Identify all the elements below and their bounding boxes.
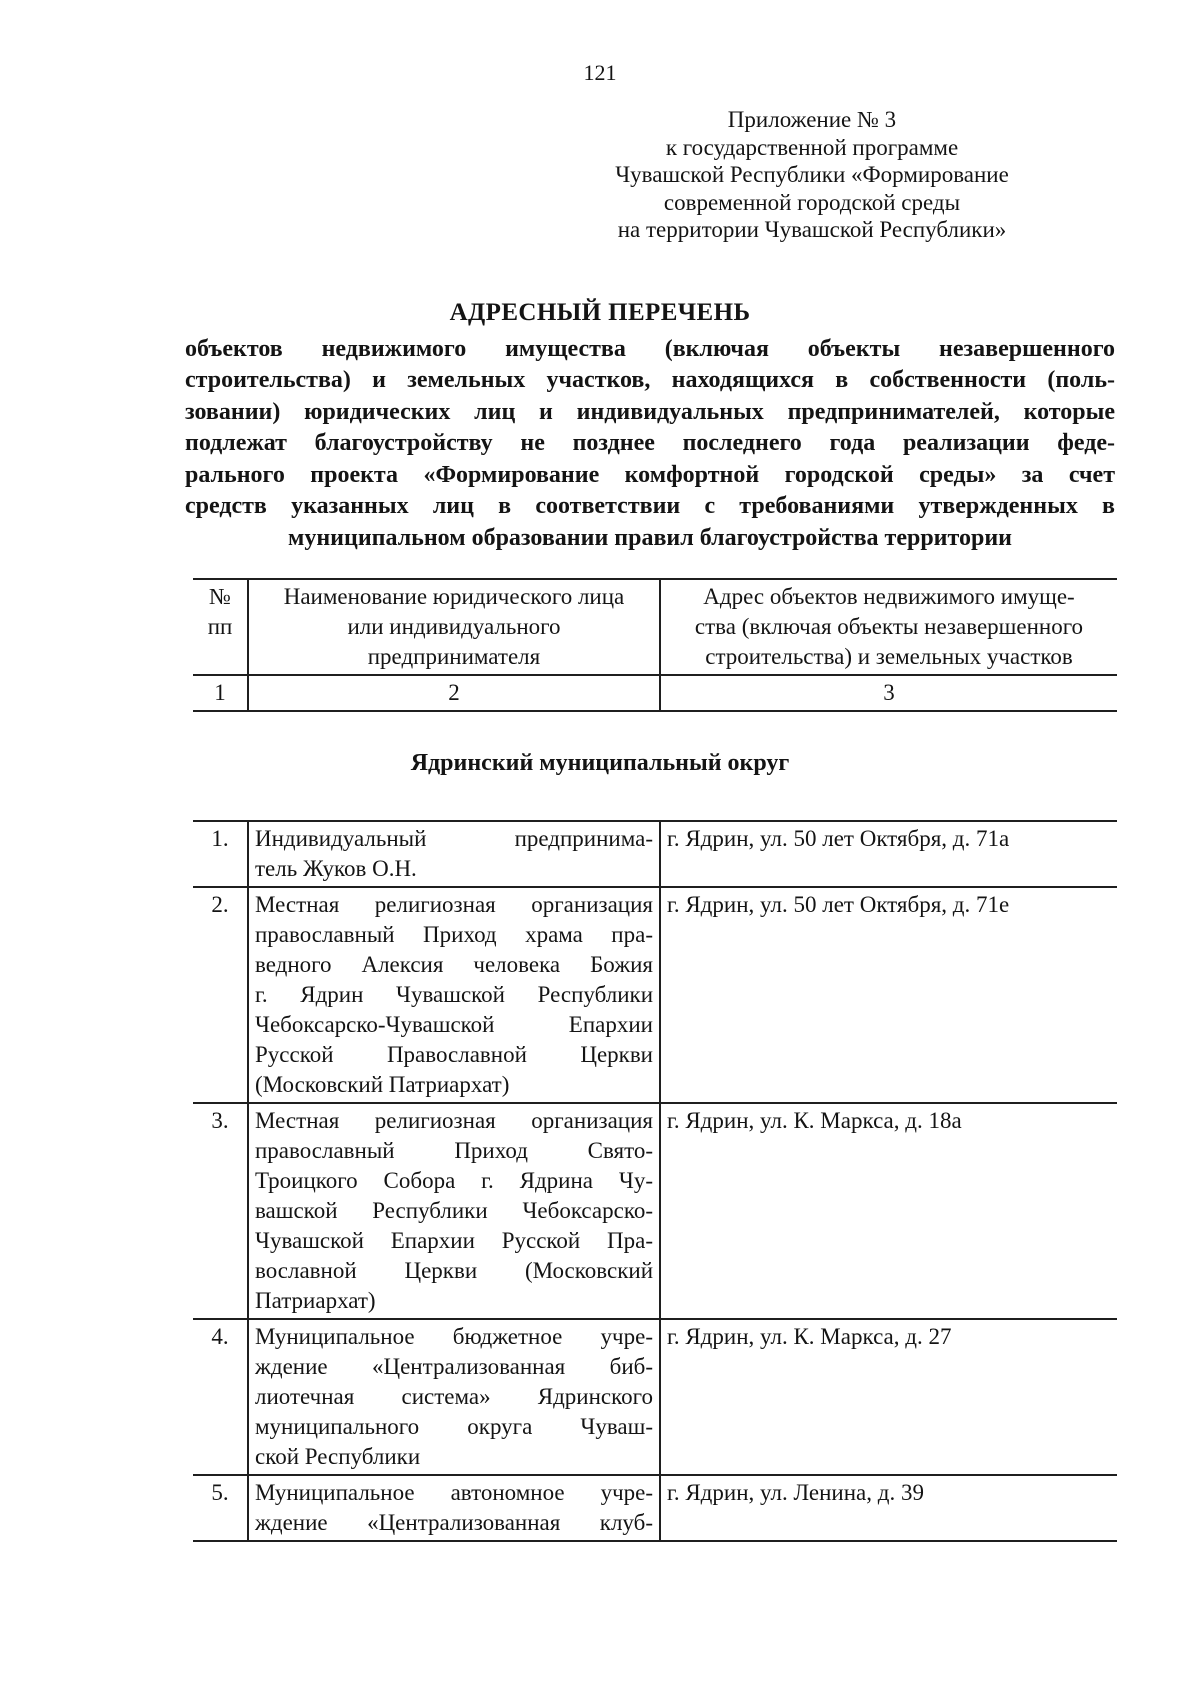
row-number: 3.: [193, 1103, 248, 1319]
table-row: [193, 1103, 1117, 1319]
address-cell: г. Ядрин, ул. 50 лет Октября, д. 71а: [660, 821, 1117, 887]
row-number: 4.: [193, 1319, 248, 1475]
table-row: [193, 1475, 1117, 1541]
org-name-cell: Муниципальное автономное учре- ждение «Централизованная клуб-: [248, 1475, 660, 1541]
table-row: [193, 887, 1117, 1103]
section-heading: Ядринский муниципальный округ: [410, 750, 790, 776]
address-table-header: [193, 578, 1117, 712]
row-number: 5.: [193, 1475, 248, 1541]
column-number-2: 2: [248, 675, 660, 711]
column-number-row: [193, 675, 1117, 711]
address-cell: г. Ядрин, ул. Ленина, д. 39: [660, 1475, 1117, 1541]
row-number: 1.: [193, 821, 248, 887]
document-title: АДРЕСНЫЙ ПЕРЕЧЕНЬ: [449, 298, 751, 326]
column-number-3: 3: [660, 675, 1117, 711]
document-subtitle: объектов недвижимого имущества (включая объекты незавершенного строительства) и земельных участков, находящихся в собственности (поль- зовании) юридических лиц и индивидуальных предпринимателей, которые подлежат благоустройству не позднее последнего года реализации феде- рального проекта «Формирование комфортной городской среды» за счет средств указанных лиц в соответствии с требованиями утвержденных в муниципальном образовании правил благоустройства территории: [185, 335, 1115, 551]
column-number-1: 1: [193, 675, 248, 711]
row-number: 2.: [193, 887, 248, 1103]
org-name-cell: Местная религиозная организация православный Приход Свято- Троицкого Собора г. Ядрина Чу- вашской Республики Чебоксарско- Чувашской Епархии Русской Пра- вославной Церкви (Московский Патриархат): [248, 1103, 660, 1319]
appendix-block: Приложение № 3 к государственной программе Чувашской Республики «Формирование современной городской среды на территории Чувашской Республики»: [615, 107, 1009, 242]
page-number: 121: [583, 60, 617, 85]
table-row: [193, 821, 1117, 887]
org-name-cell: Местная религиозная организация православный Приход храма пра- ведного Алексия человека Божия г. Ядрин Чувашской Республики Чебоксарско-Чувашской Епархии Русской Православной Церкви (Московский Патриархат): [248, 887, 660, 1103]
address-cell: г. Ядрин, ул. 50 лет Октября, д. 71е: [660, 887, 1117, 1103]
org-name-cell: Муниципальное бюджетное учре- ждение «Централизованная биб- лиотечная система» Ядринского муниципального округа Чуваш- ской Республики: [248, 1319, 660, 1475]
address-cell: г. Ядрин, ул. К. Маркса, д. 18а: [660, 1103, 1117, 1319]
column-header-num: № пп: [193, 579, 248, 675]
column-header-address: Адрес объектов недвижимого имуще- ства (включая объекты незавершенного строительства) и земельных участков: [660, 579, 1117, 675]
table-row: [193, 1319, 1117, 1475]
address-table: [193, 820, 1117, 1542]
address-cell: г. Ядрин, ул. К. Маркса, д. 27: [660, 1319, 1117, 1475]
org-name-cell: Индивидуальный предпринима- тель Жуков О.Н.: [248, 821, 660, 887]
column-header-name: Наименование юридического лица или индивидуального предпринимателя: [248, 579, 660, 675]
table-header-row: [193, 579, 1117, 675]
